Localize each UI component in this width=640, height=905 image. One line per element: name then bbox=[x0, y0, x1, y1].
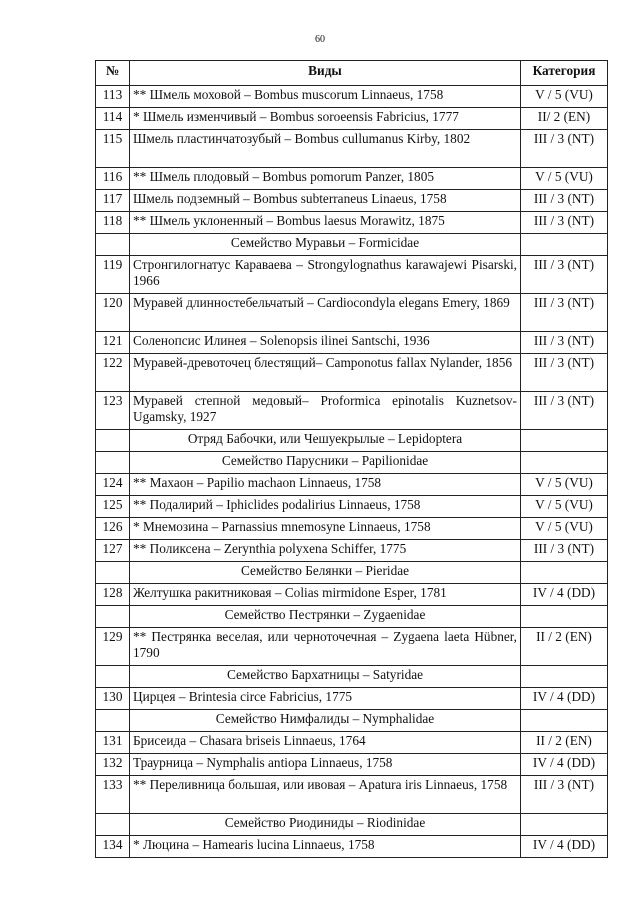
section-empty-cell bbox=[96, 666, 130, 688]
category-value: III / 3 (NT) bbox=[521, 540, 608, 562]
table-row bbox=[96, 392, 608, 430]
section-empty-cell bbox=[96, 710, 130, 732]
table-row bbox=[96, 584, 608, 606]
table-row bbox=[96, 354, 608, 392]
table-section-row bbox=[96, 814, 608, 836]
category-value: III / 3 (NT) bbox=[521, 190, 608, 212]
table-body bbox=[96, 86, 608, 858]
category-value: III / 3 (NT) bbox=[521, 212, 608, 234]
row-number: 127 bbox=[96, 540, 130, 562]
table-row bbox=[96, 688, 608, 710]
row-number: 128 bbox=[96, 584, 130, 606]
section-empty-cell bbox=[96, 814, 130, 836]
section-empty-cell bbox=[521, 430, 608, 452]
species-name: Муравей длинностебельчатый – Cardiocondyla elegans Emery, 1869 bbox=[130, 294, 521, 332]
row-number: 134 bbox=[96, 836, 130, 858]
row-number: 133 bbox=[96, 776, 130, 814]
species-name: Соленопсис Илинея – Solenopsis ilinei Santschi, 1936 bbox=[130, 332, 521, 354]
section-title: Семейство Нимфалиды – Nymphalidae bbox=[130, 710, 521, 732]
species-name: * Люцина – Hamearis lucina Linnaeus, 1758 bbox=[130, 836, 521, 858]
header-number: № bbox=[96, 61, 130, 86]
species-name: ** Поликсена – Zerynthia polyxena Schiffer, 1775 bbox=[130, 540, 521, 562]
category-value: III / 3 (NT) bbox=[521, 332, 608, 354]
table-section-row bbox=[96, 430, 608, 452]
table-section-row bbox=[96, 234, 608, 256]
category-value: IV / 4 (DD) bbox=[521, 836, 608, 858]
section-title: Семейство Риодиниды – Riodinidae bbox=[130, 814, 521, 836]
table-row bbox=[96, 628, 608, 666]
species-name: Шмель пластинчатозубый – Bombus cullumanus Kirby, 1802 bbox=[130, 130, 521, 168]
table-section-row bbox=[96, 666, 608, 688]
section-empty-cell bbox=[521, 452, 608, 474]
table-row bbox=[96, 86, 608, 108]
table-header-row bbox=[96, 61, 608, 86]
row-number: 117 bbox=[96, 190, 130, 212]
row-number: 113 bbox=[96, 86, 130, 108]
table-section-row bbox=[96, 562, 608, 584]
row-number: 114 bbox=[96, 108, 130, 130]
species-name: ** Пестрянка веселая, или черноточечная – Zygaena laeta Hübner, 1790 bbox=[130, 628, 521, 666]
section-empty-cell bbox=[521, 234, 608, 256]
species-name: ** Подалирий – Iphiclides podalirius Linnaeus, 1758 bbox=[130, 496, 521, 518]
section-empty-cell bbox=[521, 710, 608, 732]
section-empty-cell bbox=[521, 814, 608, 836]
section-title: Семейство Белянки – Pieridae bbox=[130, 562, 521, 584]
species-name: * Шмель изменчивый – Bombus soroeensis Fabricius, 1777 bbox=[130, 108, 521, 130]
category-value: V / 5 (VU) bbox=[521, 86, 608, 108]
category-value: V / 5 (VU) bbox=[521, 518, 608, 540]
table-row bbox=[96, 474, 608, 496]
row-number: 120 bbox=[96, 294, 130, 332]
row-number: 125 bbox=[96, 496, 130, 518]
species-name: Брисеида – Chasara briseis Linnaeus, 1764 bbox=[130, 732, 521, 754]
species-name: ** Переливница большая, или ивовая – Apatura iris Linnaeus, 1758 bbox=[130, 776, 521, 814]
table-row bbox=[96, 256, 608, 294]
table-row bbox=[96, 518, 608, 540]
table-row bbox=[96, 776, 608, 814]
section-title: Семейство Парусники – Papilionidae bbox=[130, 452, 521, 474]
category-value: V / 5 (VU) bbox=[521, 496, 608, 518]
section-empty-cell bbox=[96, 452, 130, 474]
section-empty-cell bbox=[521, 666, 608, 688]
section-empty-cell bbox=[96, 562, 130, 584]
table-row bbox=[96, 212, 608, 234]
species-name: Стронгилогнатус Караваева – Strongylognathus karawajewi Pisarski, 1966 bbox=[130, 256, 521, 294]
table-section-row bbox=[96, 710, 608, 732]
category-value: III / 3 (NT) bbox=[521, 130, 608, 168]
row-number: 130 bbox=[96, 688, 130, 710]
category-value: III / 3 (NT) bbox=[521, 776, 608, 814]
table-row bbox=[96, 754, 608, 776]
category-value: IV / 4 (DD) bbox=[521, 584, 608, 606]
species-name: * Мнемозина – Parnassius mnemosyne Linnaeus, 1758 bbox=[130, 518, 521, 540]
row-number: 116 bbox=[96, 168, 130, 190]
category-value: II / 2 (EN) bbox=[521, 628, 608, 666]
species-name: Траурница – Nymphalis antiopa Linnaeus, 1758 bbox=[130, 754, 521, 776]
row-number: 123 bbox=[96, 392, 130, 430]
section-empty-cell bbox=[96, 234, 130, 256]
table-row bbox=[96, 836, 608, 858]
header-species: Виды bbox=[130, 61, 521, 86]
category-value: III / 3 (NT) bbox=[521, 392, 608, 430]
table-row bbox=[96, 294, 608, 332]
category-value: III / 3 (NT) bbox=[521, 294, 608, 332]
section-empty-cell bbox=[521, 606, 608, 628]
species-name: Муравей степной медовый– Proformica epinotalis Kuznetsov-Ugamsky, 1927 bbox=[130, 392, 521, 430]
row-number: 115 bbox=[96, 130, 130, 168]
section-title: Семейство Муравьи – Formicidae bbox=[130, 234, 521, 256]
row-number: 129 bbox=[96, 628, 130, 666]
row-number: 131 bbox=[96, 732, 130, 754]
species-name: Цирцея – Brintesia circe Fabricius, 1775 bbox=[130, 688, 521, 710]
category-value: IV / 4 (DD) bbox=[521, 754, 608, 776]
table-row bbox=[96, 168, 608, 190]
species-name: ** Махаон – Papilio machaon Linnaeus, 1758 bbox=[130, 474, 521, 496]
table-row bbox=[96, 332, 608, 354]
category-value: V / 5 (VU) bbox=[521, 168, 608, 190]
section-title: Семейство Бархатницы – Satyridae bbox=[130, 666, 521, 688]
species-name: Шмель подземный – Bombus subterraneus Linaeus, 1758 bbox=[130, 190, 521, 212]
section-title: Отряд Бабочки, или Чешуекрылые – Lepidoptera bbox=[130, 430, 521, 452]
table-row bbox=[96, 496, 608, 518]
table-row bbox=[96, 108, 608, 130]
table-row bbox=[96, 130, 608, 168]
category-value: V / 5 (VU) bbox=[521, 474, 608, 496]
row-number: 118 bbox=[96, 212, 130, 234]
category-value: II/ 2 (EN) bbox=[521, 108, 608, 130]
species-table bbox=[95, 60, 608, 858]
section-empty-cell bbox=[521, 562, 608, 584]
section-empty-cell bbox=[96, 430, 130, 452]
row-number: 132 bbox=[96, 754, 130, 776]
row-number: 126 bbox=[96, 518, 130, 540]
species-name: ** Шмель моховой – Bombus muscorum Linnaeus, 1758 bbox=[130, 86, 521, 108]
category-value: II / 2 (EN) bbox=[521, 732, 608, 754]
category-value: III / 3 (NT) bbox=[521, 256, 608, 294]
table-section-row bbox=[96, 452, 608, 474]
category-value: III / 3 (NT) bbox=[521, 354, 608, 392]
category-value: IV / 4 (DD) bbox=[521, 688, 608, 710]
row-number: 124 bbox=[96, 474, 130, 496]
page-number: 60 bbox=[315, 34, 325, 45]
row-number: 121 bbox=[96, 332, 130, 354]
table-row bbox=[96, 540, 608, 562]
species-name: ** Шмель уклоненный – Bombus laesus Morawitz, 1875 bbox=[130, 212, 521, 234]
section-empty-cell bbox=[96, 606, 130, 628]
row-number: 119 bbox=[96, 256, 130, 294]
table-row bbox=[96, 732, 608, 754]
row-number: 122 bbox=[96, 354, 130, 392]
species-name: ** Шмель плодовый – Bombus pomorum Panzer, 1805 bbox=[130, 168, 521, 190]
section-title: Семейство Пестрянки – Zygaenidae bbox=[130, 606, 521, 628]
header-category: Категория bbox=[521, 61, 608, 86]
table-row bbox=[96, 190, 608, 212]
table-section-row bbox=[96, 606, 608, 628]
species-name: Желтушка ракитниковая – Colias mirmidone Esper, 1781 bbox=[130, 584, 521, 606]
species-name: Муравей-древоточец блестящий– Camponotus fallax Nylander, 1856 bbox=[130, 354, 521, 392]
